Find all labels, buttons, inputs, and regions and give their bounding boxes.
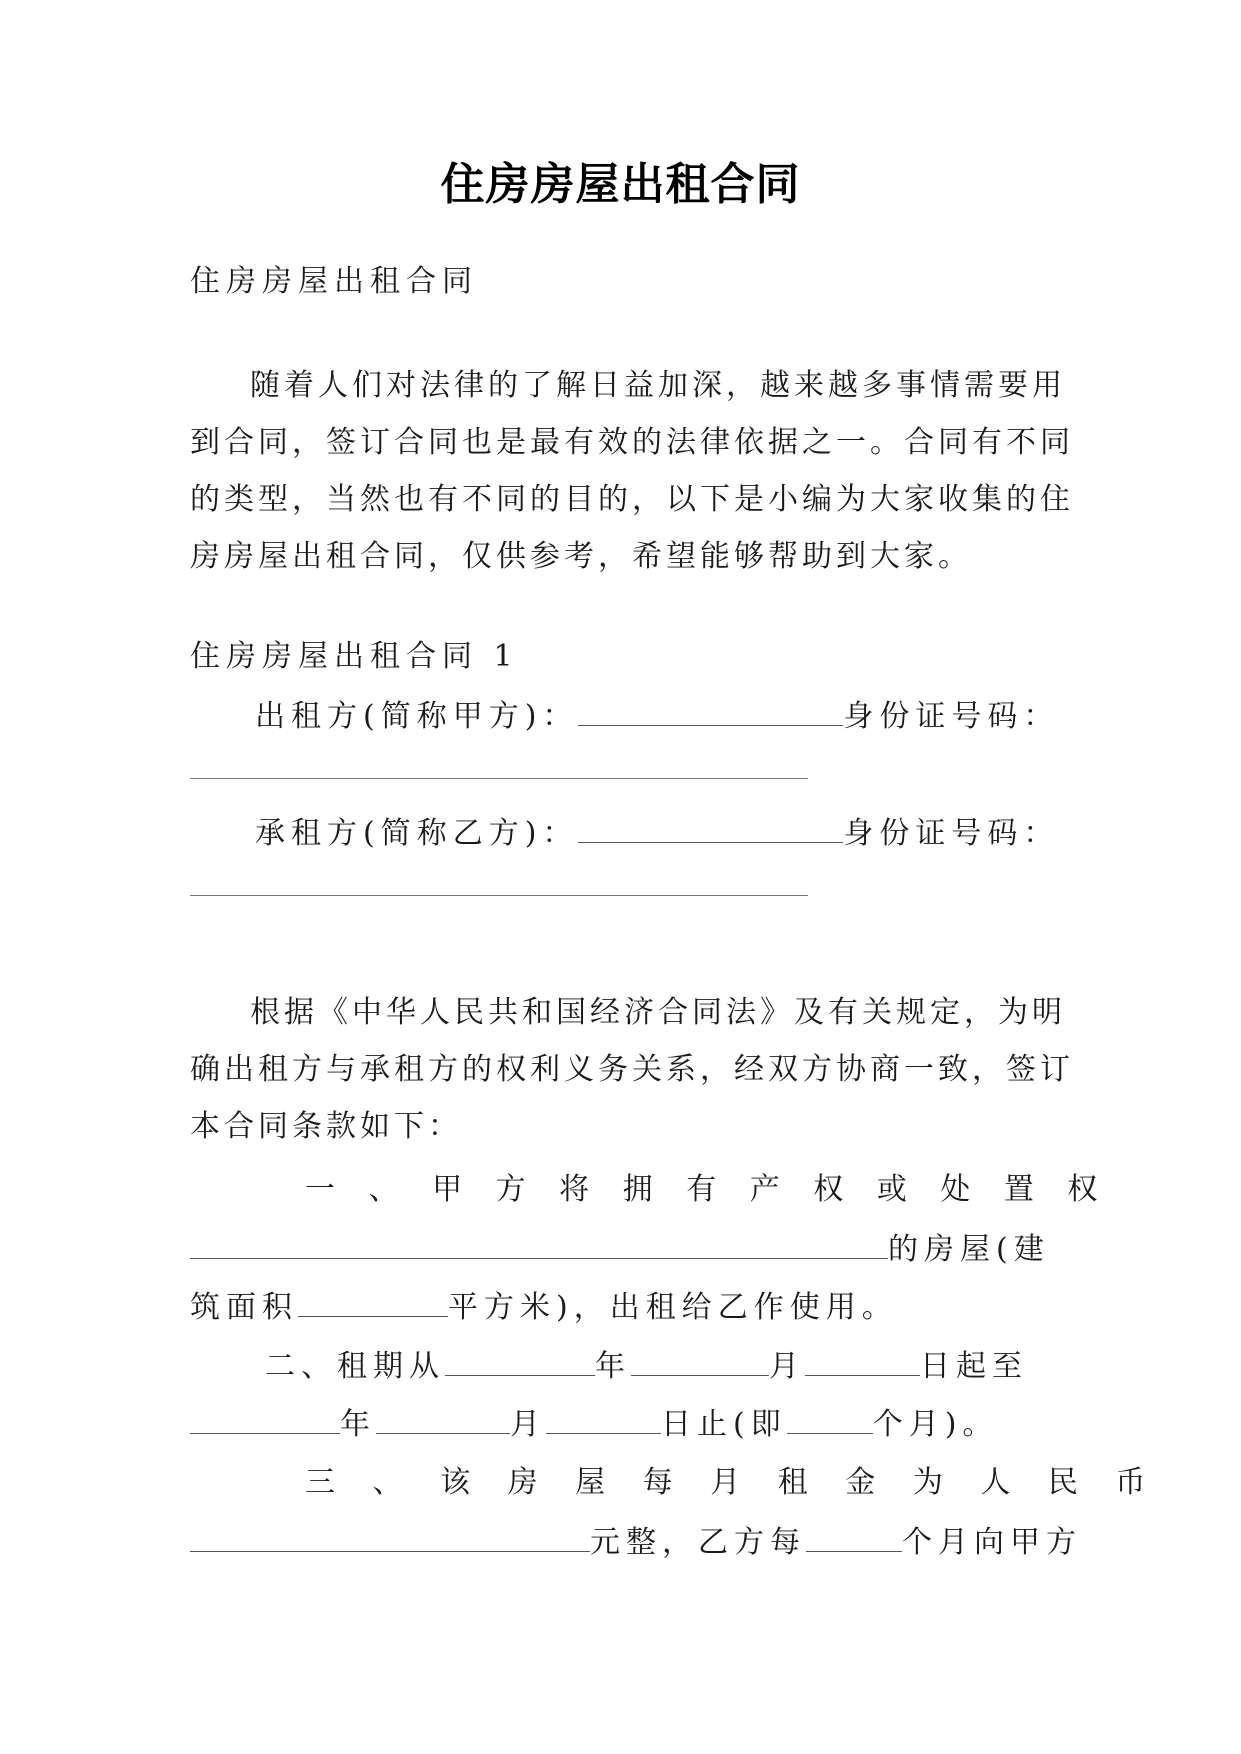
end-month-label: 月 bbox=[510, 1407, 546, 1442]
clause-2-line-1 bbox=[265, 1345, 1050, 1387]
start-month-blank bbox=[631, 1345, 769, 1376]
end-day-label: 日止(即 bbox=[661, 1407, 787, 1442]
clause-1-house: 的房屋(建 bbox=[888, 1232, 1050, 1267]
end-year-blank bbox=[190, 1403, 340, 1434]
area-blank bbox=[298, 1286, 448, 1317]
start-year-blank bbox=[445, 1345, 595, 1376]
lessee-label: 承租方(简称乙方)： bbox=[255, 816, 579, 851]
lessee-line bbox=[255, 812, 1060, 854]
section-heading: 住房房屋出租合同 1 bbox=[190, 639, 519, 674]
lessor-id-label: 身份证号码： bbox=[843, 699, 1060, 734]
document-title: 住房房屋出租合同 bbox=[440, 159, 801, 210]
end-day-blank bbox=[546, 1403, 661, 1434]
start-year-label: 年 bbox=[595, 1349, 631, 1384]
months-end-label: 个月)。 bbox=[872, 1407, 999, 1442]
months-count-blank bbox=[787, 1403, 873, 1434]
area-suffix: 平方米)，出租给乙作使用。 bbox=[448, 1290, 898, 1325]
basis-line-1: 根据《中华人民共和国经济合同法》及有关规定，为明 bbox=[250, 995, 1066, 1030]
pay-interval-blank bbox=[806, 1521, 902, 1552]
clause-1-line-3 bbox=[190, 1286, 1050, 1328]
clause-1-line-1: 一 、 甲 方 将 拥 有 产 权 或 处 置 权 bbox=[305, 1172, 1110, 1207]
intro-line-3: 的类型，当然也有不同的目的，以下是小编为大家收集的住 bbox=[190, 482, 1074, 517]
area-prefix: 筑面积 bbox=[190, 1290, 298, 1325]
clause-3-line-1: 三 、 该 房 屋 每 月 租 金 为 人 民 币 bbox=[305, 1465, 1160, 1500]
clause-3-yuan: 元整，乙方每 bbox=[590, 1525, 806, 1560]
lessee-id-label: 身份证号码： bbox=[843, 816, 1060, 851]
document-subtitle: 住房房屋出租合同 bbox=[190, 264, 478, 299]
lessee-id-blank bbox=[190, 895, 808, 896]
intro-line-4: 房房屋出租合同，仅供参考，希望能够帮助到大家。 bbox=[190, 539, 972, 574]
start-day-label: 日起至 bbox=[920, 1349, 1028, 1384]
intro-line-2: 到合同，签订合同也是最有效的法律依据之一。合同有不同 bbox=[190, 425, 1074, 460]
lessor-line bbox=[255, 695, 1060, 737]
clause-2-prefix: 二、租期从 bbox=[265, 1349, 445, 1384]
rent-amount-blank bbox=[190, 1521, 590, 1552]
clause-3-end: 个月向甲方 bbox=[902, 1525, 1082, 1560]
lessor-label: 出租方(简称甲方)： bbox=[255, 699, 579, 734]
clause-2-line-2 bbox=[190, 1403, 1050, 1445]
lessor-name-blank bbox=[578, 695, 843, 726]
property-address-blank bbox=[190, 1228, 888, 1259]
clause-3-line-2 bbox=[190, 1521, 1082, 1563]
end-month-blank bbox=[376, 1403, 510, 1434]
basis-line-3: 本合同条款如下： bbox=[190, 1109, 462, 1144]
start-month-label: 月 bbox=[769, 1349, 805, 1384]
intro-line-1: 随着人们对法律的了解日益加深，越来越多事情需要用 bbox=[250, 368, 1066, 403]
lessor-id-blank bbox=[190, 778, 808, 779]
start-day-blank bbox=[805, 1345, 920, 1376]
clause-1-line-2 bbox=[190, 1228, 1050, 1270]
lessee-name-blank bbox=[578, 812, 843, 843]
end-year-label: 年 bbox=[340, 1407, 376, 1442]
basis-line-2: 确出租方与承租方的权利义务关系，经双方协商一致，签订 bbox=[190, 1052, 1074, 1087]
